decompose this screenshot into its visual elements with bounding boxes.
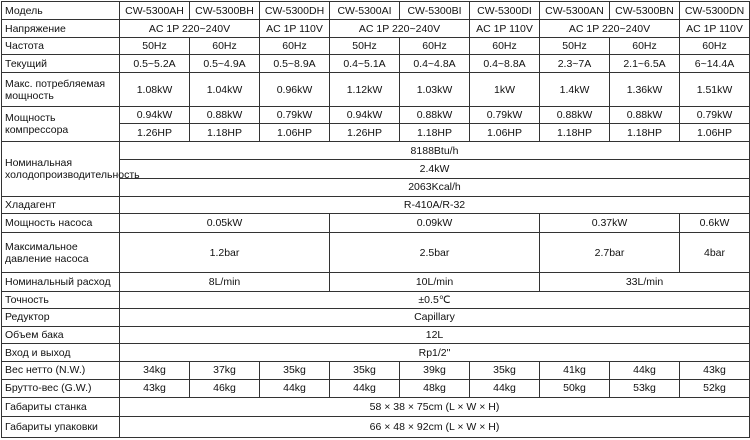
net-weight-cell: 35kg [260,362,330,379]
compressor-hp-cell: 1.18HP [540,124,610,141]
max-power-cell: 1.08kW [120,73,190,107]
max-power-cell: 1.12kW [330,73,400,107]
reducer-cell: Capillary [120,309,750,326]
precision-cell: ±0.5℃ [120,291,750,308]
current-cell: 2.1~6.5A [610,55,680,73]
row-rated-flow [2,273,750,291]
max-power-cell: 1.04kW [190,73,260,107]
compressor-hp-cell: 1.06HP [680,124,750,141]
compressor-kw-cell: 0.88kW [400,107,470,124]
label-machine-dims: Габариты станка [2,397,120,416]
row-refrigerant [2,196,750,213]
label-tank-volume: Объем бака [2,326,120,343]
model-cell: CW-5300BI [400,2,470,20]
label-compressor-power: Мощность компрессора [2,107,120,142]
current-cell: 0.4~4.8A [400,55,470,73]
label-package-dims: Габариты упаковки [2,417,120,438]
pump-pressure-cell: 2.7bar [540,232,680,273]
net-weight-cell: 39kg [400,362,470,379]
pump-pressure-cell: 4bar [680,232,750,273]
gross-weight-cell: 43kg [120,379,190,397]
max-power-cell: 1.4kW [540,73,610,107]
pump-power-cell: 0.09kW [330,214,540,232]
net-weight-cell: 44kg [610,362,680,379]
cooling-capacity-cell: 2.4kW [120,160,750,178]
gross-weight-cell: 44kg [260,379,330,397]
tank-volume-cell: 12L [120,326,750,343]
row-voltage [2,20,750,37]
voltage-cell: AC 1P 220~240V [540,20,680,37]
gross-weight-cell: 44kg [330,379,400,397]
frequency-cell: 60Hz [680,37,750,54]
row-model [2,2,750,20]
net-weight-cell: 34kg [120,362,190,379]
max-power-cell: 1.36kW [610,73,680,107]
label-rated-flow: Номинальный расход [2,273,120,291]
current-cell: 0.5~5.2A [120,55,190,73]
gross-weight-cell: 44kg [470,379,540,397]
frequency-cell: 60Hz [400,37,470,54]
rated-flow-cell: 10L/min [330,273,540,291]
label-inlet-outlet: Вход и выход [2,343,120,361]
compressor-kw-cell: 0.94kW [330,107,400,124]
rated-flow-cell: 8L/min [120,273,330,291]
label-net-weight: Вес нетто (N.W.) [2,362,120,379]
gross-weight-cell: 53kg [610,379,680,397]
compressor-kw-cell: 0.79kW [680,107,750,124]
max-power-cell: 1kW [470,73,540,107]
model-cell: CW-5300AN [540,2,610,20]
row-precision [2,291,750,308]
compressor-hp-cell: 1.06HP [260,124,330,141]
voltage-cell: AC 1P 110V [680,20,750,37]
machine-dims-cell: 58 × 38 × 75cm (L × W × H) [120,397,750,416]
label-voltage: Напряжение [2,20,120,37]
spec-table [1,1,750,438]
row-max-power [2,73,750,107]
pump-power-cell: 0.05kW [120,214,330,232]
net-weight-cell: 35kg [470,362,540,379]
compressor-hp-cell: 1.26HP [330,124,400,141]
refrigerant-cell: R-410A/R-32 [120,196,750,213]
frequency-cell: 60Hz [470,37,540,54]
frequency-cell: 60Hz [190,37,260,54]
model-cell: CW-5300AH [120,2,190,20]
pump-pressure-cell: 2.5bar [330,232,540,273]
label-gross-weight: Брутто-вес (G.W.) [2,379,120,397]
row-inlet-outlet [2,343,750,361]
label-pump-pressure: Максимальное давление насоса [2,232,120,273]
package-dims-cell: 66 × 48 × 92cm (L × W × H) [120,417,750,438]
current-cell: 0.5~8.9A [260,55,330,73]
inlet-outlet-cell: Rp1/2" [120,343,750,361]
voltage-cell: AC 1P 110V [260,20,330,37]
model-cell: CW-5300AI [330,2,400,20]
compressor-kw-cell: 0.88kW [610,107,680,124]
label-reducer: Редуктор [2,309,120,326]
pump-pressure-cell: 1.2bar [120,232,330,273]
compressor-kw-cell: 0.88kW [190,107,260,124]
frequency-cell: 50Hz [540,37,610,54]
max-power-cell: 1.51kW [680,73,750,107]
model-cell: CW-5300BH [190,2,260,20]
label-precision: Точность [2,291,120,308]
net-weight-cell: 35kg [330,362,400,379]
row-reducer [2,309,750,326]
compressor-kw-cell: 0.79kW [470,107,540,124]
current-cell: 0.4~8.8A [470,55,540,73]
row-tank-volume [2,326,750,343]
rated-flow-cell: 33L/min [540,273,750,291]
compressor-kw-cell: 0.79kW [260,107,330,124]
frequency-cell: 50Hz [120,37,190,54]
compressor-kw-cell: 0.94kW [120,107,190,124]
compressor-hp-cell: 1.18HP [400,124,470,141]
row-compressor-kw [2,107,750,124]
label-model: Модель [2,2,120,20]
label-cooling-capacity: Номинальная холодопроизводительность [2,141,120,196]
row-pump-power [2,214,750,232]
current-cell: 0.4~5.1A [330,55,400,73]
gross-weight-cell: 50kg [540,379,610,397]
row-frequency [2,37,750,54]
frequency-cell: 50Hz [330,37,400,54]
current-cell: 2.3~7A [540,55,610,73]
current-cell: 6~14.4A [680,55,750,73]
voltage-cell: AC 1P 220~240V [120,20,260,37]
compressor-hp-cell: 1.18HP [610,124,680,141]
cooling-capacity-cell: 2063Kcal/h [120,178,750,196]
gross-weight-cell: 46kg [190,379,260,397]
gross-weight-cell: 48kg [400,379,470,397]
net-weight-cell: 37kg [190,362,260,379]
current-cell: 0.5~4.9A [190,55,260,73]
compressor-hp-cell: 1.26HP [120,124,190,141]
compressor-kw-cell: 0.88kW [540,107,610,124]
row-machine-dims [2,397,750,416]
max-power-cell: 0.96kW [260,73,330,107]
row-package-dims [2,417,750,438]
label-frequency: Частота [2,37,120,54]
model-cell: CW-5300DI [470,2,540,20]
row-pump-pressure [2,232,750,273]
label-current: Текущий [2,55,120,73]
gross-weight-cell: 52kg [680,379,750,397]
net-weight-cell: 41kg [540,362,610,379]
net-weight-cell: 43kg [680,362,750,379]
label-max-power: Макс. потребляемая мощность [2,73,120,107]
voltage-cell: AC 1P 220~240V [330,20,470,37]
row-current [2,55,750,73]
model-cell: CW-5300DH [260,2,330,20]
label-pump-power: Мощность насоса [2,214,120,232]
pump-power-cell: 0.6kW [680,214,750,232]
row-cooling-capacity [2,141,750,159]
label-refrigerant: Хладагент [2,196,120,213]
compressor-hp-cell: 1.18HP [190,124,260,141]
model-cell: CW-5300BN [610,2,680,20]
cooling-capacity-cell: 8188Btu/h [120,141,750,159]
row-gross-weight [2,379,750,397]
compressor-hp-cell: 1.06HP [470,124,540,141]
voltage-cell: AC 1P 110V [470,20,540,37]
model-cell: CW-5300DN [680,2,750,20]
frequency-cell: 60Hz [260,37,330,54]
row-net-weight [2,362,750,379]
frequency-cell: 60Hz [610,37,680,54]
pump-power-cell: 0.37kW [540,214,680,232]
max-power-cell: 1.03kW [400,73,470,107]
